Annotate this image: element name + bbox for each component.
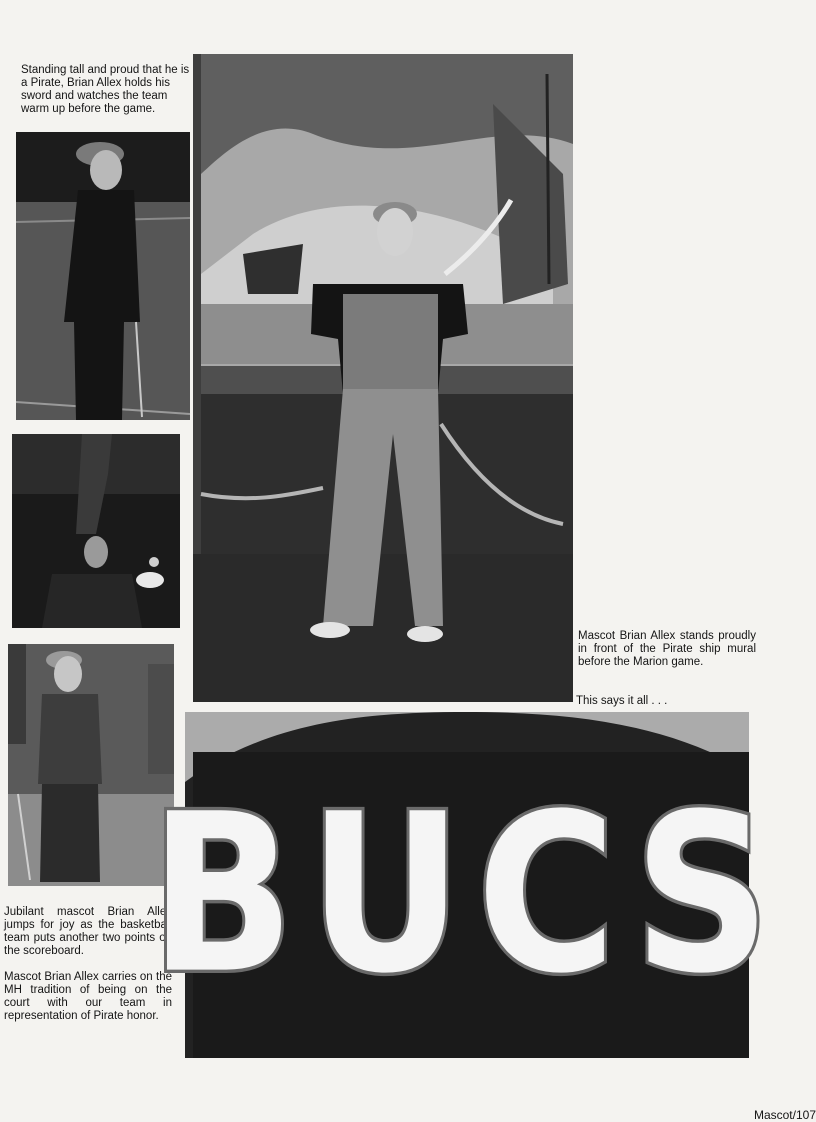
caption-mural-standing: Mascot Brian Allex stands proudly in front of the Pirate ship mural before the Marion game. [578, 630, 756, 668]
jacket-bucs-lettering: BUCS [149, 767, 785, 1022]
caption-jubilant-jump: Jubilant mascot Brian Allex jumps for joy as the basketball team puts another two points on the scoreboard. [4, 906, 172, 957]
page-folio: Mascot/107 [753, 1108, 816, 1122]
photo-bucs-jacket [149, 712, 785, 1058]
photo-mascot-jumping [12, 434, 180, 628]
caption-mh-tradition: Mascot Brian Allex carries on the MH tradition of being on the court with our team in representation of Pirate honor. [4, 971, 172, 1022]
photo-mascot-pirate-ship-mural [193, 54, 573, 702]
photo-mascot-standing-sword [16, 132, 190, 420]
caption-tagline: This says it all . . . [576, 695, 668, 707]
caption-sword-watching: Standing tall and proud that he is a Pirate, Brian Allex holds his sword and watches the team warm up before the game. [21, 64, 190, 115]
